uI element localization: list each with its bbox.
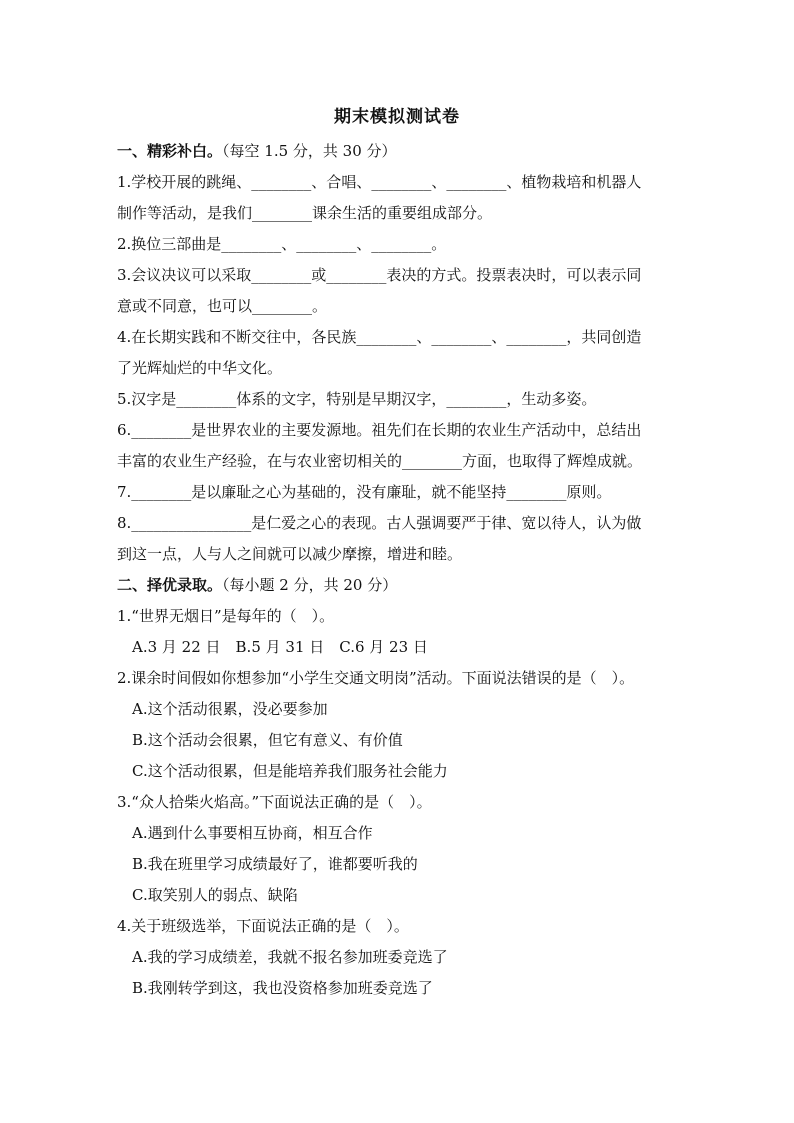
section1-line: 4.在长期实践和不断交往中，各民族________、________、________，共同创造 [117,328,642,346]
question-stem: 3.“众人拾柴火焰高。”下面说法正确的是（ ）。 [117,793,432,811]
question-stem: 2.课余时间假如你想参加“小学生交通文明岗”活动。下面说法错误的是（ ）。 [117,669,635,687]
question-option: C.这个活动很累，但是能培养我们服务社会能力 [132,762,448,780]
section1-line: 制作等活动，是我们________课余生活的重要组成部分。 [117,204,493,222]
question-stem: 1.“世界无烟日”是每年的（ ）。 [117,607,335,625]
section1-heading [117,136,677,167]
section1-line: 到这一点，人与人之间就可以减少摩擦，增进和睦。 [117,545,463,563]
section1-line: 2.换位三部曲是________、________、________。 [117,235,447,253]
exam-page [117,104,677,1004]
section1-line: 6.________是世界农业的主要发源地。祖先们在长期的农业生产活动中，总结出 [117,421,642,439]
section1-line: 5.汉字是________体系的文字，特别是早期汉字，________，生动多姿。 [117,390,597,408]
section1-title: 一、精彩补白。 [117,142,223,160]
question-option: A.遇到什么事要相互协商，相互合作 [132,824,373,842]
section1-line: 意或不同意，也可以________。 [117,297,328,315]
question-option: A.3 月 22 日 B.5 月 31 日 C.6 月 23 日 [132,638,428,656]
exam-title: 期末模拟测试卷 [334,107,460,127]
question-option: C.取笑别人的弱点、缺陷 [132,886,298,904]
section1-line: 1.学校开展的跳绳、________、合唱、________、________、植物栽培和机器人 [117,173,642,191]
section1-line: 3.会议决议可以采取________或________表决的方式。投票表决时，可以表示同 [117,266,642,284]
section1-line: 8.________________是仁爱之心的表现。古人强调要严于律、宽以待人，认为做 [117,514,642,532]
question-option: A.这个活动很累，没必要参加 [132,700,328,718]
question-option: B.我在班里学习成绩最好了，谁都要听我的 [132,855,418,873]
section1-line: 了光辉灿烂的中华文化。 [117,359,283,377]
section1-note: （每空 1.5 分，共 30 分） [222,142,397,160]
section1-line: 7.________是以廉耻之心为基础的，没有廉耻，就不能坚持________原则。 [117,483,612,501]
section2-heading [117,570,677,601]
section1-line: 丰富的农业生产经验，在与农业密切相关的________方面，也取得了辉煌成就。 [117,452,643,470]
question-stem: 4.关于班级选举，下面说法正确的是（ ）。 [117,917,409,935]
question-option: B.我刚转学到这，我也没资格参加班委竞选了 [132,979,433,997]
section2-title: 二、择优录取。 [117,576,223,594]
section2-note: （每小题 2 分，共 20 分） [222,576,398,594]
question-option: B.这个活动会很累，但它有意义、有价值 [132,731,403,749]
question-option: A.我的学习成绩差，我就不报名参加班委竞选了 [132,948,448,966]
